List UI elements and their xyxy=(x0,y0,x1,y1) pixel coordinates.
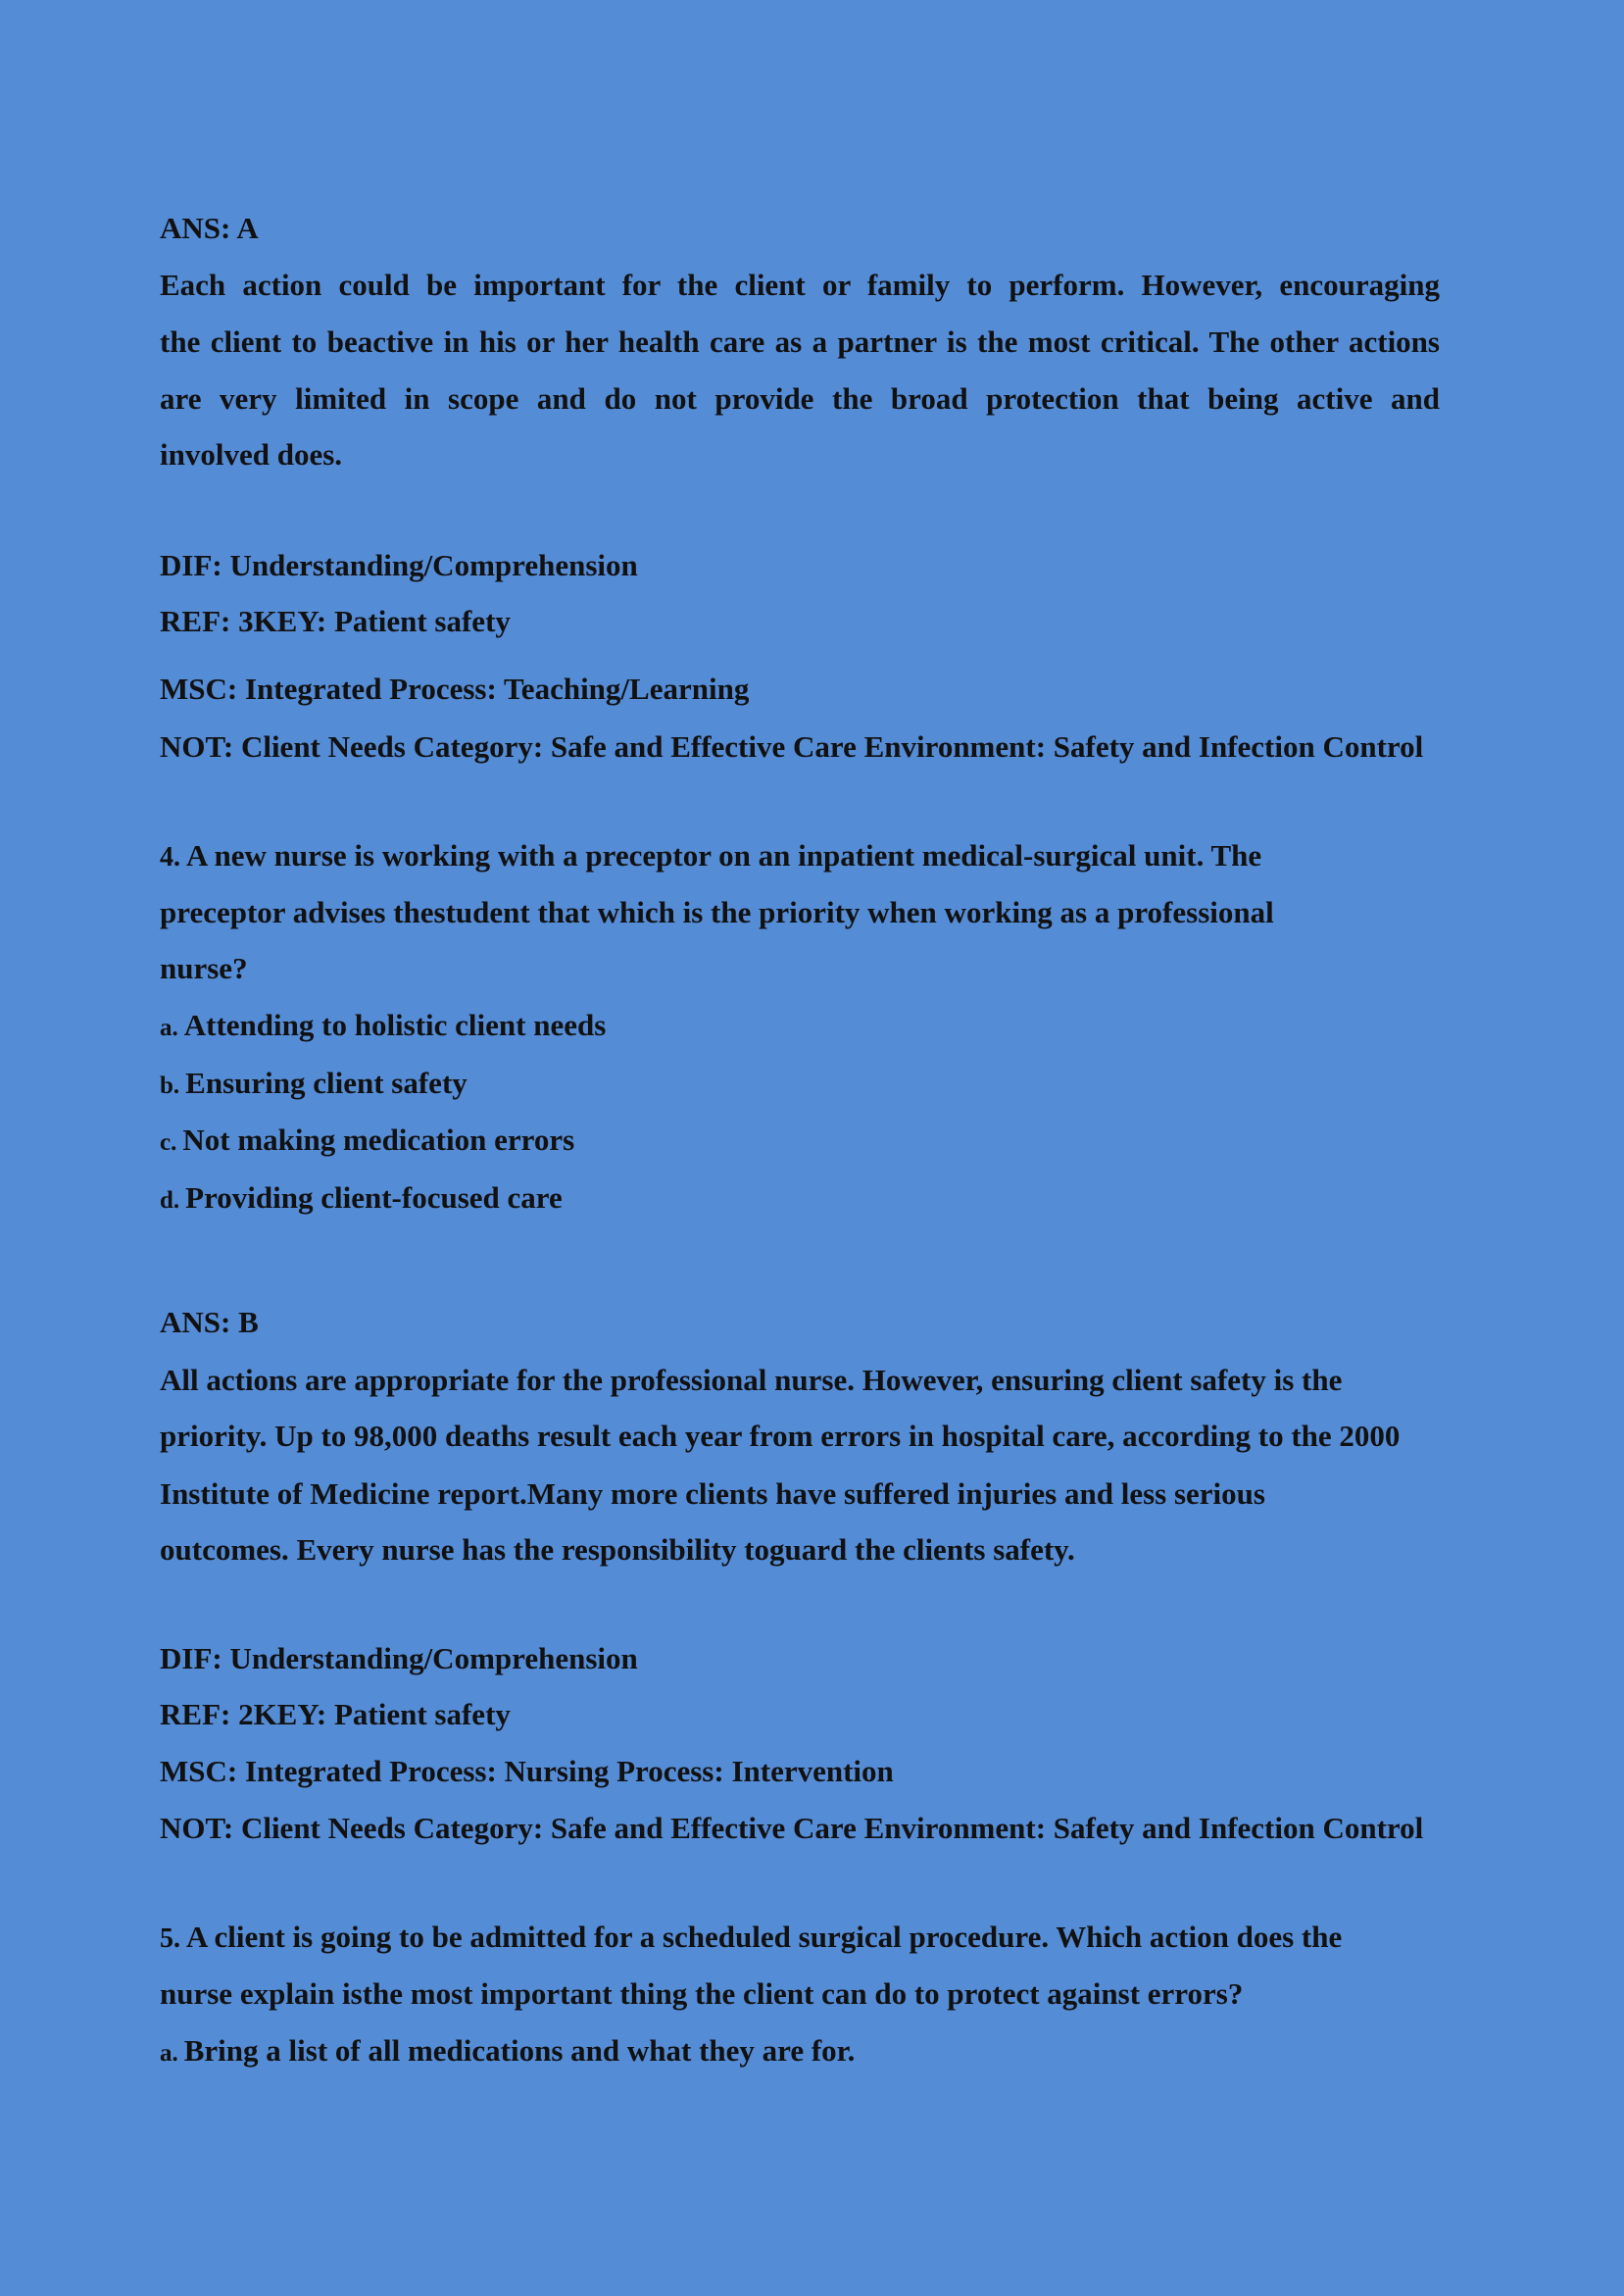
option-letter: d. xyxy=(160,1187,180,1214)
answer-label: ANS: A xyxy=(160,211,259,245)
msc-label: MSC: Integrated Process: Teaching/Learning xyxy=(160,672,750,706)
rationale-line: All actions are appropriate for the professional nurse. However, ensuring client safety is the xyxy=(160,1363,1343,1397)
not-label: NOT: Client Needs Category: Safe and Effective Care Environment: Safety and Infection Control xyxy=(160,729,1424,764)
msc-label: MSC: Integrated Process: Nursing Process: Intervention xyxy=(160,1754,894,1788)
option-a xyxy=(160,1006,606,1048)
option-d xyxy=(160,1178,563,1221)
rationale-line: priority. Up to 98,000 deaths result each year from errors in hospital care, according to the 2000 xyxy=(160,1419,1401,1453)
difficulty-label: DIF: Understanding/Comprehension xyxy=(160,1641,638,1675)
question-stem-line: preceptor advises thestudent that which is the priority when working as a professional xyxy=(160,895,1274,929)
question-stem-line: nurse explain isthe most important thing the client can do to protect against errors? xyxy=(160,1976,1244,2011)
option-text: Attending to holistic client needs xyxy=(183,1008,607,1042)
option-text: Bring a list of all medications and what they are for. xyxy=(183,2033,856,2068)
rationale-line: Institute of Medicine report.Many more clients have suffered injuries and less serious xyxy=(160,1476,1265,1511)
option-letter: c. xyxy=(160,1129,177,1156)
difficulty-label: DIF: Understanding/Comprehension xyxy=(160,548,638,582)
reference-label: REF: 3KEY: Patient safety xyxy=(160,604,511,638)
option-c xyxy=(160,1121,574,1163)
question-stem-line xyxy=(160,1918,1342,1959)
rationale-line: involved does. xyxy=(160,437,343,472)
option-a xyxy=(160,2031,855,2073)
question-number: 4. xyxy=(160,842,180,873)
question-stem-text: A client is going to be admitted for a scheduled surgical procedure. Which action does the xyxy=(186,1920,1343,1954)
question-stem-line: nurse? xyxy=(160,951,248,985)
reference-label: REF: 2KEY: Patient safety xyxy=(160,1697,511,1731)
option-text: Ensuring client safety xyxy=(185,1066,468,1100)
question-number: 5. xyxy=(160,1923,180,1954)
question-stem-text: A new nurse is working with a preceptor on an inpatient medical-surgical unit. The xyxy=(186,838,1262,873)
option-b xyxy=(160,1064,468,1106)
not-label: NOT: Client Needs Category: Safe and Effective Care Environment: Safety and Infection Control xyxy=(160,1811,1424,1845)
rationale-line: Each action could be important for the client or family to perform. However, encouraging xyxy=(160,268,1440,302)
question-stem-line xyxy=(160,836,1261,877)
option-text: Providing client-focused care xyxy=(185,1180,563,1215)
rationale-line: the client to beactive in his or her health care as a partner is the most critical. The other actions xyxy=(160,324,1440,359)
answer-label: ANS: B xyxy=(160,1305,259,1339)
option-letter: a. xyxy=(160,2040,178,2067)
rationale-line: are very limited in scope and do not provide the broad protection that being active and xyxy=(160,381,1440,416)
option-letter: a. xyxy=(160,1015,178,1041)
rationale-line: outcomes. Every nurse has the responsibility toguard the clients safety. xyxy=(160,1532,1075,1567)
option-text: Not making medication errors xyxy=(182,1123,575,1157)
option-letter: b. xyxy=(160,1073,180,1099)
